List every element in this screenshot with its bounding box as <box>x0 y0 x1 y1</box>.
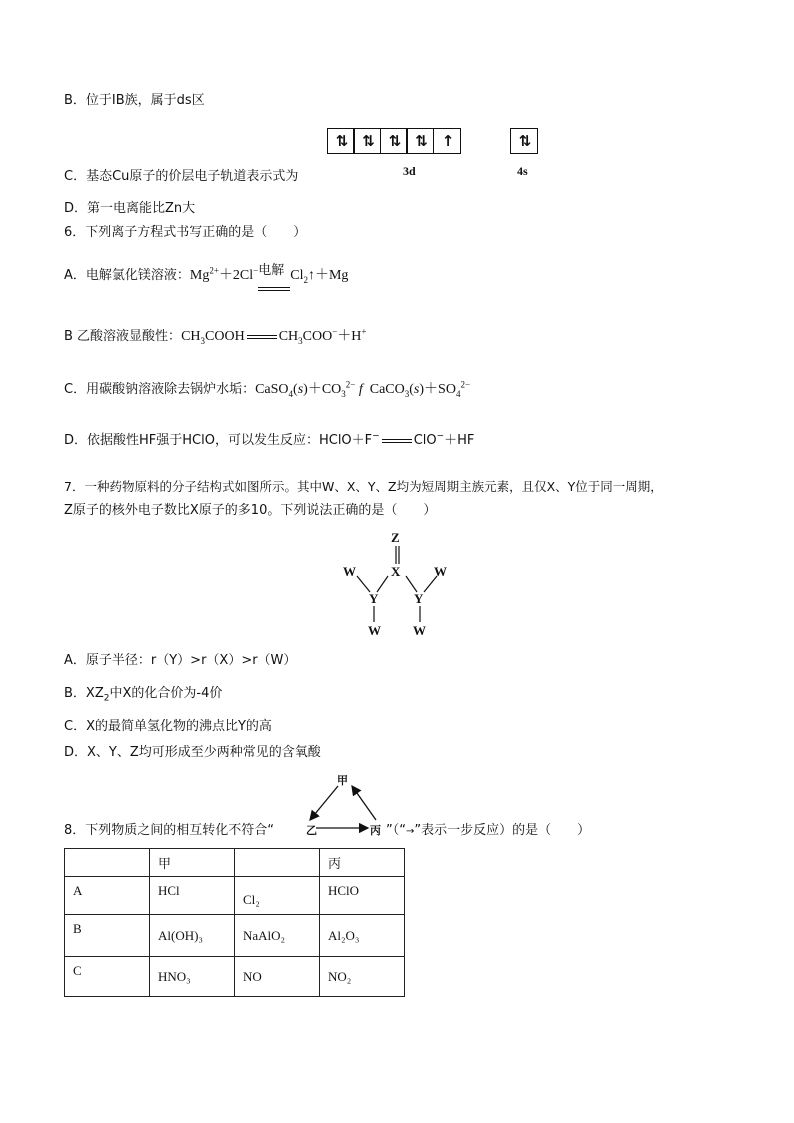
orbital-box: ⇅ <box>406 128 434 154</box>
q7-stem-1: 7．一种药物原料的分子结构式如图所示。其中W、X、Y、Z均为短周期主族元素，且仅X、Y位于同一周期， <box>64 479 663 494</box>
table-header-cell: 甲 <box>150 849 235 877</box>
table-header-cell <box>65 849 150 877</box>
q6-option-d: D．依据酸性HF强于HClO，可以发生反应：HClO＋F− ClO−＋HF <box>64 431 475 448</box>
label-4s: 4s <box>517 164 528 178</box>
triangle-top-jia: 甲 <box>337 774 348 787</box>
table-cell: A <box>65 877 150 915</box>
orbital-box: ⇅ <box>327 128 355 154</box>
orbital-box: ⇅ <box>510 128 538 154</box>
orbital-4s-box <box>511 128 538 154</box>
atom-w: W <box>343 564 356 579</box>
q8-stem-post <box>386 822 590 841</box>
atom-y: Y <box>414 591 424 606</box>
table-cell: NO₂ <box>320 957 405 997</box>
triangle-left-yi: 乙 <box>306 824 317 837</box>
q6-d-clo: ClO <box>413 433 437 448</box>
q6-option-b <box>64 328 366 346</box>
q7-stem-2: Z原子的核外电子数比X原子的多10。下列说法正确的是（ ） <box>64 503 437 518</box>
q5-option-d: D．第一电离能比Zn大 <box>64 201 196 216</box>
table-cell: HClO <box>320 877 405 915</box>
table-cell: Al₂O₃ <box>320 915 405 957</box>
arrow-glyph-icon: → <box>405 826 415 837</box>
table-cell: Al(OH)₃ <box>150 915 235 957</box>
atom-y: Y <box>369 591 379 606</box>
q6-option-c <box>64 381 470 399</box>
table-header-cell <box>235 849 320 877</box>
q6-stem: 6．下列离子方程式书写正确的是（ ） <box>64 225 307 240</box>
table-cell: Cl₂ <box>235 877 320 915</box>
triangle-right-bing: 丙 <box>370 824 381 837</box>
q6-b-text: B 乙酸溶液显酸性： <box>64 329 182 344</box>
label-3d: 3d <box>403 164 416 178</box>
table-cell: NaAlO₂ <box>235 915 320 957</box>
q7-option-c: C．X的最简单氢化物的沸点比Y的高 <box>64 719 272 734</box>
atom-x: X <box>391 564 401 579</box>
table-header-row <box>65 849 405 877</box>
table-cell: HCl <box>150 877 235 915</box>
q8-stem-end: ”表示一步反应）的是（ ） <box>414 823 591 838</box>
q8-stem-pre: 8．下列物质之间的相互转化不符合“ <box>64 823 275 838</box>
orbital-box: ⇅ <box>380 128 408 154</box>
table-cell: B <box>65 915 150 957</box>
q6-b-eq: $CH_3COOH$ $CH_3COO^-+H^+$ <box>181 326 367 346</box>
orbital-3d-boxes <box>328 128 461 154</box>
table-cell: C <box>65 957 150 997</box>
q7-option-b: B．$XZ_2$中X的化合价为-4价 <box>64 686 223 704</box>
table-cell: HNO₃ <box>150 957 235 997</box>
q6-a-text: A．电解氯化镁溶液： <box>64 268 190 283</box>
orbital-box: ⇅ <box>353 128 381 154</box>
q8-table <box>64 848 405 997</box>
atom-w: W <box>368 623 381 638</box>
q6-option-a <box>64 263 349 285</box>
atom-z: Z <box>391 530 400 545</box>
q7-b-post: 中X的化合价为-4价 <box>109 686 223 701</box>
table-row <box>65 915 405 957</box>
q6-d-end: ＋HF <box>444 433 475 448</box>
q5-option-c: C．基态Cu原子的价层电子轨道表示式为 <box>64 169 299 184</box>
table-cell: NO <box>235 957 320 997</box>
table-row <box>65 957 405 997</box>
q6-d-text: D．依据酸性HF强于HClO，可以发生反应：HClO＋F <box>64 433 373 448</box>
q7-option-d: D．X、Y、Z均可形成至少两种常见的含氧酸 <box>64 745 321 760</box>
atom-w: W <box>413 623 426 638</box>
q6-c-eq: $CaSO_4(s)+CO_3^{2-}$ f $CaCO_3(s)+SO_4^{2-}$ <box>255 379 471 399</box>
q6-c-text: C．用碳酸钠溶液除去锅炉水垢： <box>64 382 256 397</box>
q5-option-b: B．位于ⅠB族，属于ds区 <box>64 93 205 108</box>
orbital-box: ↑ <box>433 128 461 154</box>
atom-w: W <box>434 564 447 579</box>
q7-option-a: A．原子半径：r（Y）>r（X）>r（W） <box>64 653 297 668</box>
molecule-structure-diagram <box>330 530 470 640</box>
q6-a-eq-right: $Cl_2↑+Mg$ <box>290 268 349 285</box>
q7-b-pre: B．XZ <box>64 686 104 701</box>
table-header-cell: 丙 <box>320 849 405 877</box>
q6-a-over-label: 电解 <box>258 263 285 278</box>
q6-a-eq-left: $Mg^{2+}+2Cl^-$ <box>189 265 259 283</box>
q8-stem-post-text: ”（“ <box>386 823 406 838</box>
table-row <box>65 877 405 915</box>
